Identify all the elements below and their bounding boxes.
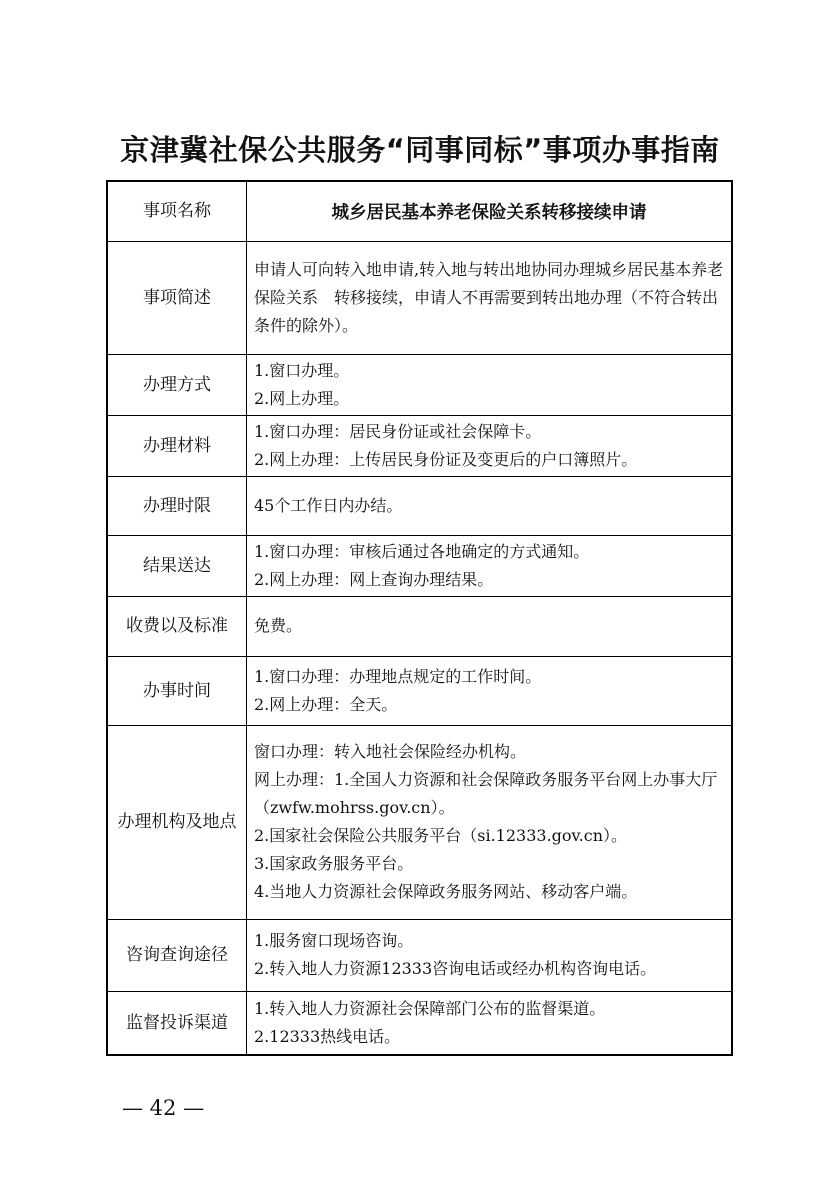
table-row-locations [107, 725, 732, 919]
row-label-fees: 收费以及标准 [107, 596, 247, 656]
table-row-time-limit [107, 476, 732, 535]
header-value: 城乡居民基本养老保险关系转移接续申请 [247, 181, 733, 241]
content-line: 2.网上办理：全天。 [254, 694, 398, 714]
content-line: 1.服务窗口现场咨询。 [254, 931, 414, 950]
content-line: 免费。 [254, 616, 303, 635]
row-label-locations: 办理机构及地点 [107, 725, 247, 919]
table-row-fees [107, 596, 732, 656]
row-content-locations [247, 725, 733, 919]
row-label-method: 办理方式 [107, 354, 247, 415]
content-line: 1.窗口办理：居民身份证或社会保障卡。 [254, 421, 542, 441]
table-row-header [107, 181, 732, 241]
table-row-complaints [107, 991, 732, 1055]
content-line: 1.窗口办理：审核后通过各地确定的方式通知。 [254, 541, 590, 561]
row-label-hours: 办事时间 [107, 656, 247, 725]
content-line: 窗口办理：转入地社会保险经办机构。 [254, 742, 527, 761]
row-content-materials [247, 415, 733, 476]
content-line: 1.窗口办理。 [254, 360, 350, 380]
page-title: 京津冀社保公共服务“同事同标”事项办事指南 [120, 133, 720, 167]
header-label: 事项名称 [107, 181, 247, 241]
content-line: 网上办理：1.全国人力资源和社会保障政务服务平台网上办事大厅（zwfw.mohrss.gov.cn）。 [254, 770, 718, 817]
row-content-hours [247, 656, 733, 725]
row-label-summary: 事项简述 [107, 241, 247, 354]
table-row-consultation [107, 919, 732, 991]
row-content-summary [247, 241, 733, 354]
table-row-materials [107, 415, 732, 476]
row-content-complaints [247, 991, 733, 1055]
content-line: 2.转入地人力资源12333咨询电话或经办机构咨询电话。 [254, 959, 657, 978]
service-guide-table [106, 180, 733, 1056]
content-line: 45个工作日内办结。 [254, 495, 403, 515]
page-number: — 42 — [122, 1096, 205, 1120]
content-line: 2.网上办理：网上查询办理结果。 [254, 569, 494, 589]
table-row-delivery [107, 535, 732, 596]
table-row-hours [107, 656, 732, 725]
row-content-time-limit [247, 476, 733, 535]
content-line: 2.12333热线电话。 [254, 1026, 401, 1046]
content-line: 2.网上办理。 [254, 388, 350, 408]
row-label-consultation: 咨询查询途径 [107, 919, 247, 991]
table-row-method [107, 354, 732, 415]
row-label-time-limit: 办理时限 [107, 476, 247, 535]
row-content-consultation [247, 919, 733, 991]
table-row-summary [107, 241, 732, 354]
content-line: 4.当地人力资源社会保障政务服务网站、移动客户端。 [254, 882, 638, 901]
row-content-fees [247, 596, 733, 656]
row-label-delivery: 结果送达 [107, 535, 247, 596]
summary-text: 申请人可向转入地申请,转入地与转出地协同办理城乡居民基本养老保险关系 转移接续，申请人不再需要到转出地办理（不符合转出条件的除外）。 [254, 259, 724, 335]
content-line: 1.窗口办理：办理地点规定的工作时间。 [254, 666, 542, 686]
row-content-delivery [247, 535, 733, 596]
content-line: 2.网上办理：上传居民身份证及变更后的户口簿照片。 [254, 449, 638, 469]
content-line: 3.国家政务服务平台。 [254, 854, 414, 873]
row-label-materials: 办理材料 [107, 415, 247, 476]
row-label-complaints: 监督投诉渠道 [107, 991, 247, 1055]
content-line: 2.国家社会保险公共服务平台（si.12333.gov.cn）。 [254, 826, 628, 845]
content-line: 1.转入地人力资源社会保障部门公布的监督渠道。 [254, 998, 606, 1018]
row-content-method [247, 354, 733, 415]
